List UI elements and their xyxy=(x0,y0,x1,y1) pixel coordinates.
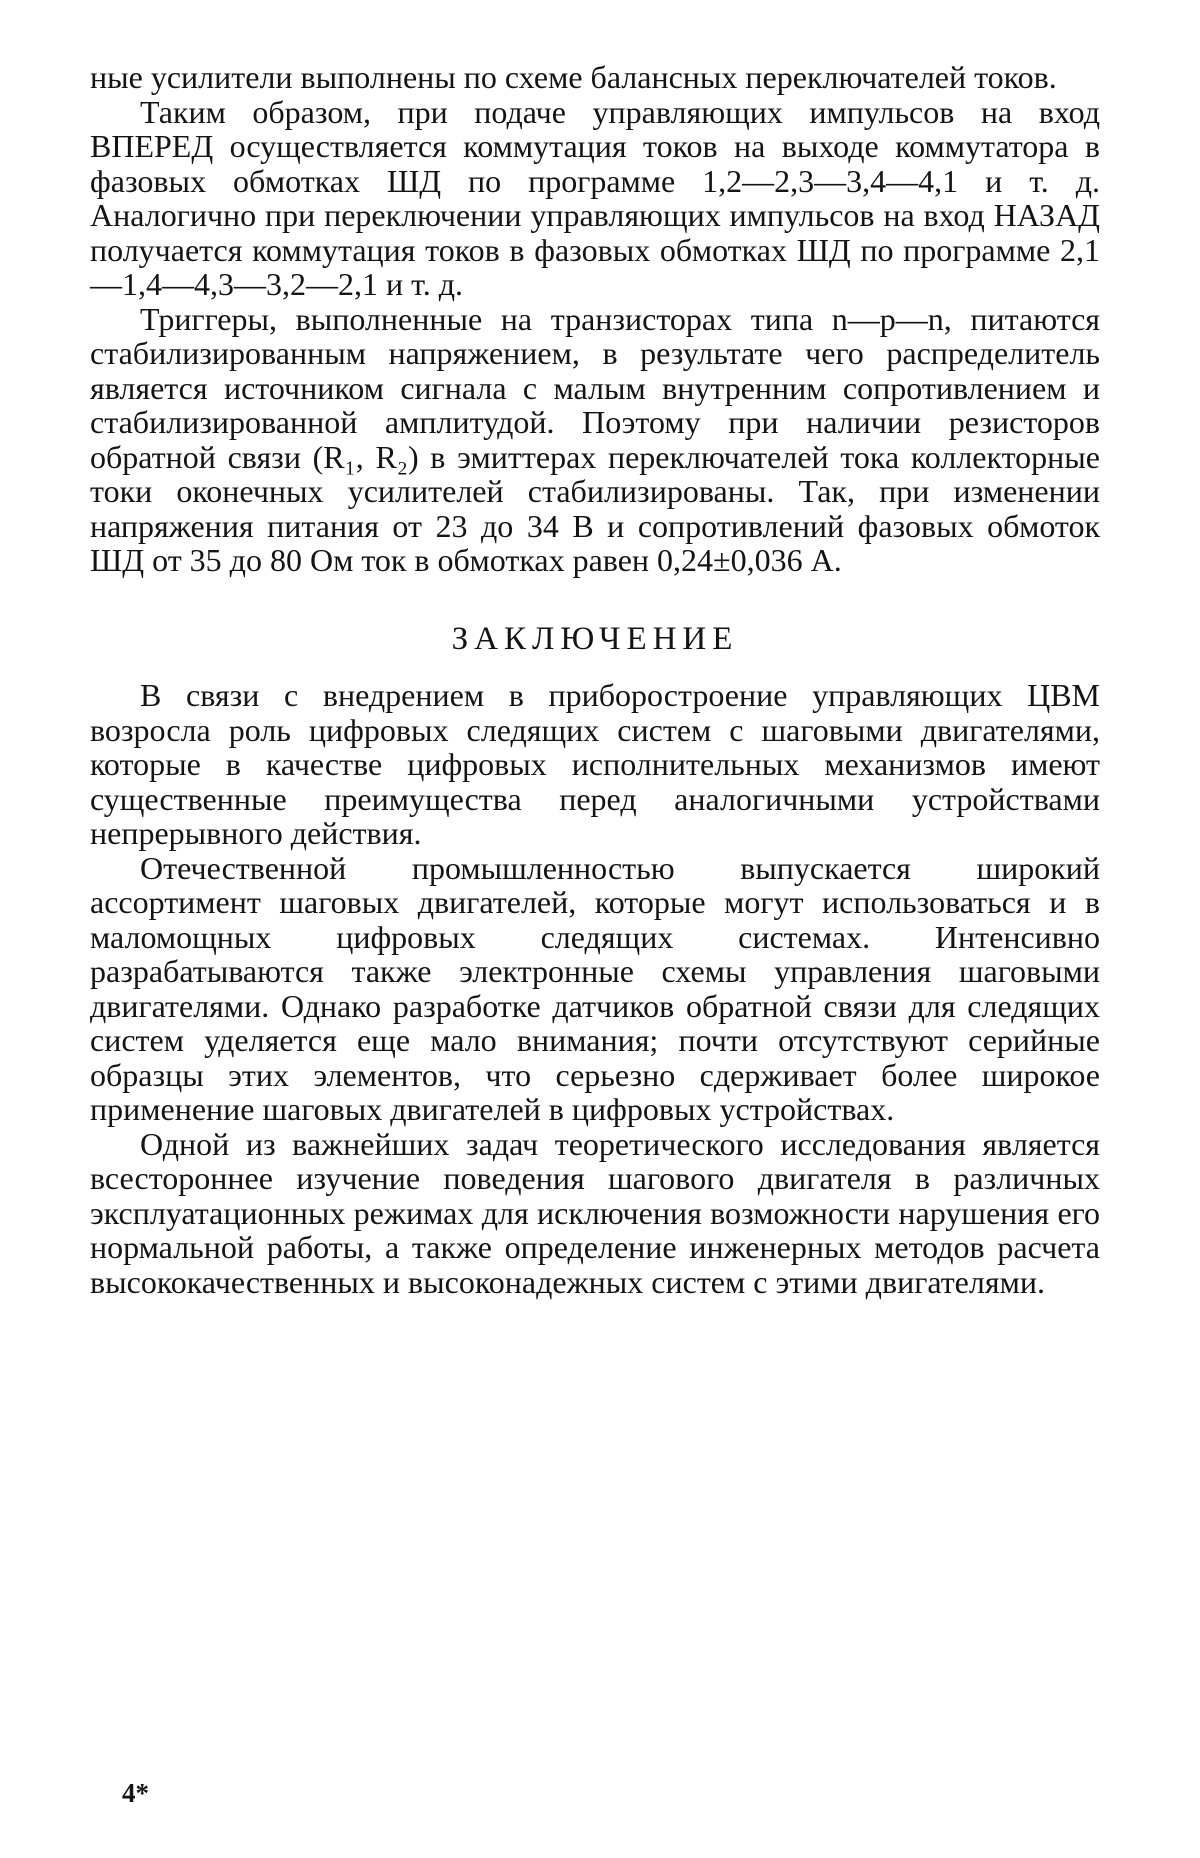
paragraph-triggers: Триггеры, выполненные на транзисторах типа n—p—n, питаются стабилизированным напряжением, в результате чего распределитель является источником сигнала с малым внутренним сопротивлением и стабилизированной амплитудой. Поэтому при наличии резисторов обратной связи (R₁, R₂) в эмиттерах переключателей тока коллекторные токи оконечных усилителей стабилизированы. Так, при изменении напряжения питания от 23 до 34 В и сопротивлений фазовых обмоток ШД от 35 до 80 Ом ток в обмотках равен 0,24±0,036 А. xyxy=(90,302,1100,578)
paragraph-conclusion-2: Отечественной промышленностью выпускается широкий ассортимент шаговых двигателей, которые могут использоваться и в маломощных цифровых следящих системах. Интенсивно разрабатываются также электронные схемы управления шаговыми двигателями. Однако разработке датчиков обратной связи для следящих систем уделяется еще мало внимания; почти отсутствуют серийные образцы этих элементов, что серьезно сдерживает более широкое применение шаговых двигателей в цифровых устройствах. xyxy=(90,851,1100,1127)
paragraph-commutation: Таким образом, при подаче управляющих импульсов на вход ВПЕРЕД осуществляется коммутация токов на выходе коммутатора в фазовых обмотках ШД по программе 1,2—2,3—3,4—4,1 и т. д. Аналогично при переключении управляющих импульсов на вход НАЗАД получается коммутация токов в фазовых обмотках ШД по программе 2,1—1,4—4,3—3,2—2,1 и т. д. xyxy=(90,95,1100,302)
page-body xyxy=(90,60,1100,1299)
continuation-paragraph: ные усилители выполнены по схеме балансных переключателей токов. xyxy=(90,60,1100,95)
section-heading: ЗАКЛЮЧЕНИЕ xyxy=(90,622,1100,657)
page-number: 4* xyxy=(122,1778,149,1809)
paragraph-conclusion-3: Одной из важнейших задач теоретического исследования является всестороннее изучение поведения шагового двигателя в различных эксплуатационных режимах для исключения возможности нарушения его нормальной работы, а также определение инженерных методов расчета высококачественных и высоконадежных систем с этими двигателями. xyxy=(90,1127,1100,1300)
paragraph-conclusion-1: В связи с внедрением в приборостроение управляющих ЦВМ возросла роль цифровых следящих систем с шаговыми двигателями, которые в качестве цифровых исполнительных механизмов имеют существенные преимущества перед аналогичными устройствами непрерывного действия. xyxy=(90,678,1100,851)
